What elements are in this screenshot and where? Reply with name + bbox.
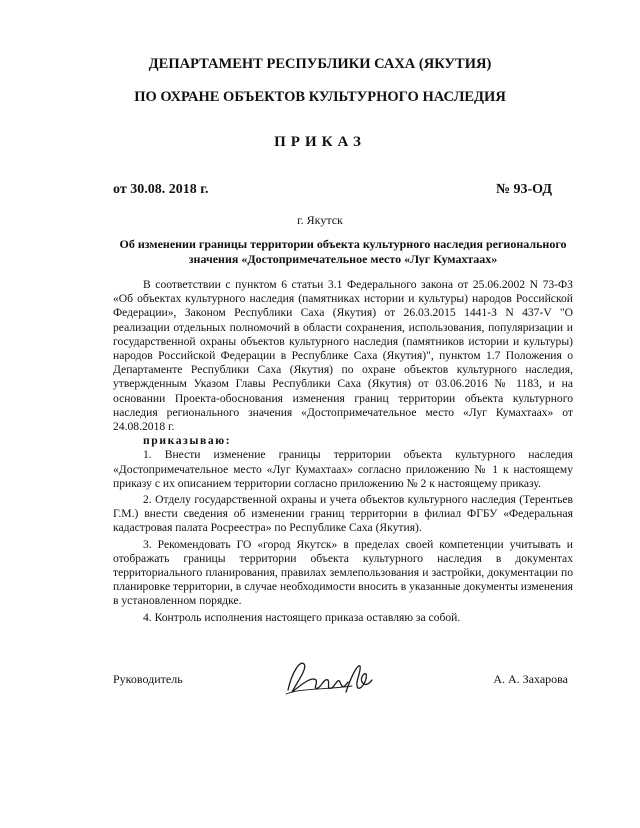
document-number: № 93-ОД — [495, 182, 552, 197]
department-name: ДЕПАРТАМЕНТ РЕСПУБЛИКИ САХА (ЯКУТИЯ) — [148, 56, 492, 72]
document-city: г. Якутск — [297, 213, 343, 227]
preamble-paragraph: В соответствии с пунктом 6 статьи 3.1 Федерального закона от 25.06.2002 N 73-ФЗ «Об объектах культурного наследия (памятниках истории и культуры) народов Российской Федерации», Законом Республики Саха (Якутия) от 26.03.2015 1441-З N 437-V "О реализации отдельных полномочий в области сохранения, использования, популяризации и государственной охраны объектов культурного наследия (памятников истории и культуры) народов Российской Федерации в Республике Саха (Якутия)", пунктом 1.7 Положения о Департаменте Республики Саха (Якутия) по охране объектов культурного наследия, утвержденным Указом Главы Республики Саха (Якутия) от 03.06.2016 № 1183, и на основании Проекта-обоснования изменения границ территории объекта культурного наследия регионального значения «Достопримечательное место «Луг Кумахтаах» от 24.08.2018 г. — [113, 278, 573, 434]
document-body — [113, 278, 573, 625]
signer-position: Руководитель — [113, 672, 183, 686]
order-item-4: 4. Контроль исполнения настоящего приказа оставляю за собой. — [143, 610, 461, 624]
orders-heading: приказываю: — [143, 434, 232, 448]
signer-name: А. А. Захарова — [493, 672, 568, 686]
order-item-1: 1. Внести изменение границы территории объекта культурного наследия «Достопримечательное место «Луг Кумахтаах» согласно приложению № 1 к настоящему приказу с их описанием территории согласно приложению № 2 к настоящему приказу. — [113, 448, 573, 490]
document-type: ПРИКАЗ — [274, 134, 366, 150]
department-subtitle: ПО ОХРАНЕ ОБЪЕКТОВ КУЛЬТУРНОГО НАСЛЕДИЯ — [134, 89, 506, 105]
document-date: от 30.08. 2018 г. — [113, 182, 209, 197]
document-title: Об изменении границы территории объекта культурного наследия регионального значения «Достопримечательное место «Луг Кумахтаах» — [119, 237, 567, 266]
handwritten-signature — [282, 654, 374, 700]
order-item-2: 2. Отделу государственной охраны и учета объектов культурного наследия (Терентьев Г.М.) внести сведения об изменении границ территории в филиал ФГБУ «Федеральная кадастровая палата Росреестра» по Республике Саха (Якутия). — [113, 493, 573, 535]
order-item-3: 3. Рекомендовать ГО «город Якутск» в пределах своей компетенции учитывать и отображать границы территории объекта культурного наследия в документах территориального планирования, правилах землепользования и застройки, документации по планировке территории, в случае необходимости вносить в указанные документы изменения в установленном порядке. — [113, 537, 573, 608]
